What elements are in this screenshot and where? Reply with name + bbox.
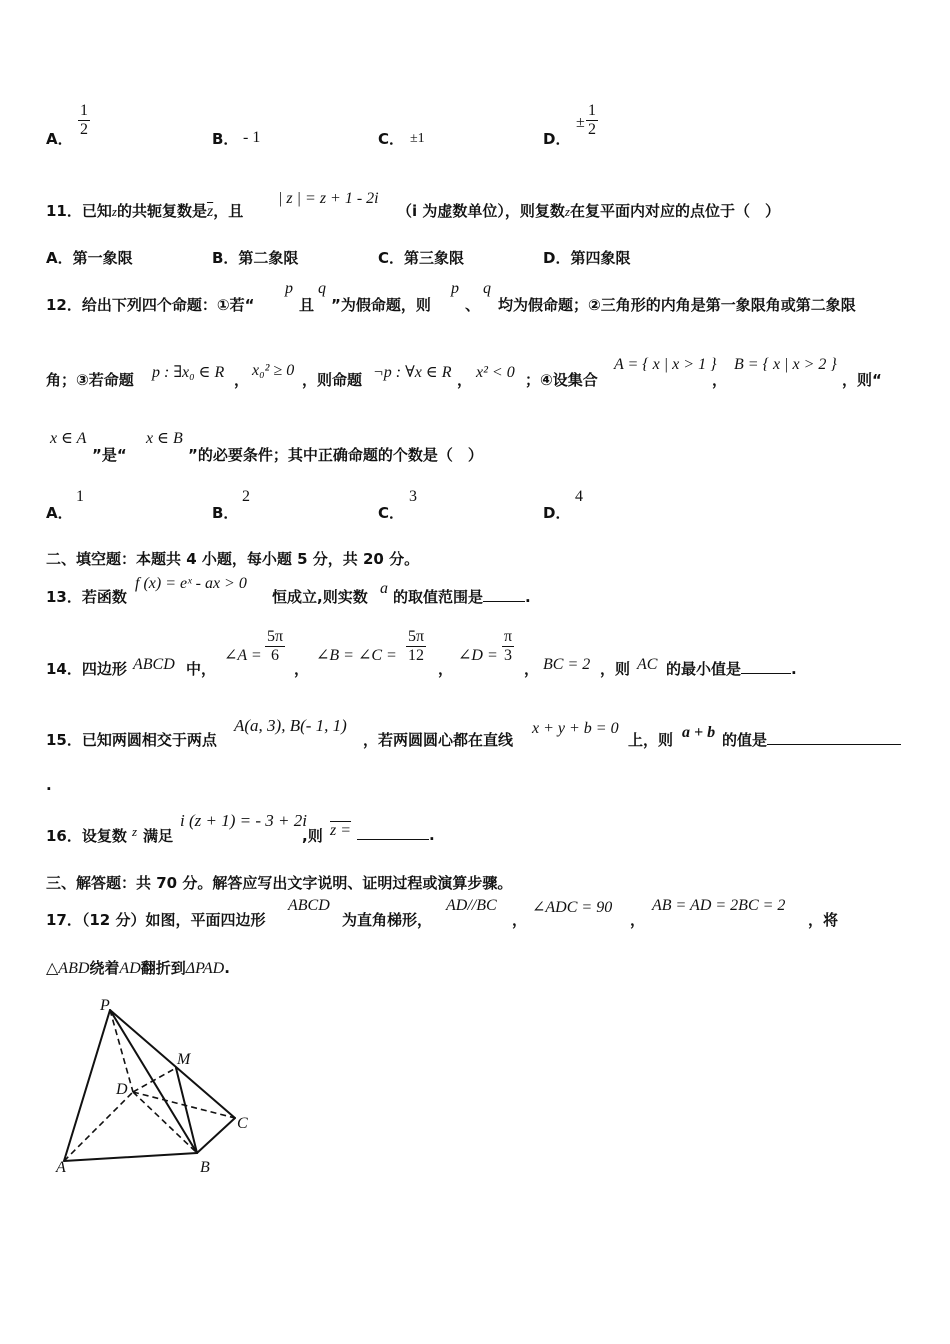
- q14-angA: ∠A =: [224, 647, 262, 664]
- q12-x-in-b: x ∈ B: [146, 430, 183, 447]
- q13-expr: f (x) = eˣ - ax > 0: [135, 575, 247, 592]
- label-d: D: [116, 1081, 128, 1098]
- q14-angBC: ∠B = ∠C =: [316, 647, 397, 664]
- q12-line1-b: ”为假命题，则: [331, 296, 431, 314]
- label-m: M: [177, 1051, 191, 1068]
- q14-sep1: ，: [294, 660, 310, 678]
- q13-c-text: 的取值范围是: [393, 588, 484, 606]
- q17-a: 17．（12 分）如图，平面四边形: [46, 911, 266, 929]
- denominator: 2: [80, 121, 88, 138]
- q13-end: .: [525, 588, 531, 606]
- q15-d-text: 的值是: [722, 731, 768, 749]
- q12-prop-p: p : ∃x₀ ∈ R: [152, 364, 225, 381]
- q12-p2: p: [451, 280, 459, 297]
- q10-option-d[interactable]: [543, 128, 570, 149]
- denominator: 2: [588, 121, 596, 138]
- q16-c: ,则: [302, 827, 323, 845]
- option-label: A．: [46, 130, 73, 148]
- label-b: B: [200, 1159, 210, 1176]
- q12-line1-a: 12．给出下列四个命题：①若“: [46, 296, 255, 314]
- option-label: C．: [378, 130, 405, 148]
- q15-ab: a + b: [682, 724, 716, 741]
- q16-answer-blank[interactable]: [357, 825, 429, 840]
- q12-line3-b: ”的必要条件；其中正确命题的个数是（ ）: [188, 446, 483, 464]
- q11-equation: | z | = z + 1 - 2i: [278, 190, 379, 207]
- q12-line2-b: ，则命题: [302, 371, 363, 389]
- q12-option-b[interactable]: B．: [212, 504, 239, 522]
- q13-b: 恒成立,则实数: [272, 588, 368, 606]
- q14-angD-frac: [502, 628, 514, 665]
- label-a: A: [56, 1159, 66, 1176]
- q14-c: ，则: [600, 660, 631, 678]
- q12-option-c-value: 3: [409, 488, 417, 505]
- q12-q2: q: [483, 280, 491, 297]
- label-p: P: [100, 997, 110, 1014]
- var-z: z: [564, 204, 570, 219]
- q15-b: ，若两圆圆心都在直线: [363, 731, 514, 749]
- q12-option-b-value: 2: [242, 488, 250, 505]
- q17-b: 为直角梯形，: [342, 911, 433, 929]
- q14-angBC-frac: [406, 628, 426, 665]
- q15-line: x + y + b = 0: [532, 720, 619, 737]
- q12-option-d[interactable]: D．: [543, 504, 571, 522]
- q14-bc: BC = 2: [543, 656, 591, 673]
- edge-bc: [197, 1118, 235, 1153]
- q16-a: 16．设复数: [46, 827, 127, 845]
- option-label: B．: [212, 130, 239, 148]
- q12-p: p: [285, 280, 293, 297]
- denominator: 3: [504, 647, 513, 664]
- q10-option-b[interactable]: [212, 128, 238, 149]
- q14-sep2: ，: [438, 660, 454, 678]
- q17-tri: △ABD: [46, 960, 90, 977]
- q16-b: 满足: [143, 827, 174, 845]
- q17-line2-b: 翻折到: [140, 959, 186, 977]
- q12-line1-c: 均为假命题；②三角形的内角是第一象限角或第二象限: [498, 296, 856, 314]
- q12-set-b: B = { x | x > 2 }: [734, 356, 837, 373]
- q16-eq: i (z + 1) = - 3 + 2i: [180, 811, 307, 830]
- q11-stem: [46, 200, 243, 221]
- q12-prop-x: x₀² ≥ 0: [252, 362, 295, 379]
- q17-par: AD//BC: [446, 897, 497, 914]
- var-z: z: [111, 204, 117, 219]
- edge-ab: [64, 1153, 197, 1161]
- q14-b: 中，: [186, 660, 217, 678]
- q17-line2: [46, 957, 230, 978]
- q10-option-a[interactable]: [46, 128, 73, 149]
- q12-line2-c: ；④设集合: [525, 371, 598, 389]
- q12-option-a-value: 1: [76, 488, 84, 505]
- q17-line2-a: 绕着: [89, 959, 120, 977]
- q14-ac: AC: [637, 656, 658, 673]
- q12-comma3: ，: [712, 371, 728, 389]
- q12-dun: 、: [465, 296, 481, 314]
- q12-neg-p: ¬p : ∀x ∈ R: [373, 364, 452, 381]
- q14-angD: ∠D =: [458, 647, 498, 664]
- q12-neg-x: x² < 0: [476, 364, 515, 381]
- q16-z: z: [132, 824, 138, 839]
- q17-quad: ABCD: [288, 897, 330, 914]
- q12-comma1: ，: [234, 371, 250, 389]
- q15-c: 上，则: [628, 731, 674, 749]
- q12-x-in-a: x ∈ A: [50, 430, 87, 447]
- q14-d-text: 的最小值是: [666, 660, 742, 678]
- q12-q: q: [318, 280, 326, 297]
- q11-text3: （i 为虚数单位），则复数: [397, 202, 565, 220]
- q11-text4: 在复平面内对应的点位于（ ）: [569, 202, 780, 220]
- numerator: 1: [80, 102, 88, 119]
- q17-sep2: ，: [630, 911, 646, 929]
- q17-ang: ∠ADC = 90: [532, 899, 613, 916]
- q11-option-b[interactable]: B．第二象限: [212, 249, 299, 267]
- q14-a: 14．四边形: [46, 660, 127, 678]
- q12-comma2: ，: [457, 371, 473, 389]
- q10-c-value: ±1: [410, 131, 425, 146]
- q17-pad: ΔPAD: [185, 960, 225, 977]
- var-zbar: $\overline{z}$: [206, 203, 214, 220]
- q10-a-fraction: [78, 102, 90, 139]
- q11-option-d[interactable]: D．第四象限: [543, 249, 631, 267]
- q17-line2-end: .: [224, 959, 230, 977]
- q12-line2-d: ，则“: [842, 371, 882, 389]
- q16-zbar: [330, 822, 351, 840]
- q15-end: .: [46, 776, 52, 794]
- q11-text2: ，且: [213, 202, 244, 220]
- q11-stem-2: [397, 200, 780, 221]
- q13-a: 13．若函数: [46, 588, 127, 606]
- q14-angA-frac: [265, 628, 285, 665]
- edge-mb: [176, 1068, 197, 1153]
- numerator: 1: [588, 102, 596, 119]
- edge-pd: [110, 1010, 133, 1092]
- q14-answer-blank[interactable]: [741, 659, 791, 674]
- q15-a: 15．已知两圆相交于两点: [46, 731, 217, 749]
- q12-line2-a: 角；③若命题: [46, 371, 134, 389]
- q17-ad: AD: [119, 960, 141, 977]
- q14-sep3: ，: [524, 660, 540, 678]
- q11-number: 11．已知: [46, 202, 112, 220]
- q10-b-value: - 1: [243, 129, 261, 146]
- q14-end: .: [791, 660, 797, 678]
- q10-d-fraction: [586, 102, 598, 139]
- q16-blank-wrap: [357, 825, 435, 844]
- q15-d: [722, 729, 901, 750]
- q10-option-c[interactable]: [378, 128, 404, 149]
- q17-c: ，将: [808, 911, 839, 929]
- edge-dm: [133, 1068, 176, 1092]
- option-label: D．: [543, 130, 571, 148]
- q13-c: [393, 586, 531, 607]
- q12-qie: 且: [299, 296, 315, 314]
- q17-eqs: AB = AD = 2BC = 2: [652, 897, 786, 914]
- numerator: π: [504, 628, 513, 645]
- q14-quad: ABCD: [133, 656, 175, 673]
- q16-zbar-text: z =: [330, 822, 352, 839]
- q15-answer-blank[interactable]: [767, 730, 901, 745]
- q12-option-c[interactable]: C．: [378, 504, 405, 522]
- q14-d: [666, 658, 797, 679]
- q13-answer-blank[interactable]: [483, 587, 525, 602]
- q11-text1: 的共轭复数是: [116, 202, 207, 220]
- denominator: 12: [408, 647, 425, 664]
- q13-var: a: [380, 580, 388, 597]
- q15-points: A(a, 3), B(- 1, 1): [234, 716, 347, 735]
- q17-sep1: ，: [512, 911, 528, 929]
- label-c: C: [237, 1115, 248, 1132]
- pyramid-figure: [40, 990, 270, 1180]
- q11-option-a[interactable]: A．第一象限: [46, 249, 133, 267]
- q12-option-a[interactable]: A．: [46, 504, 73, 522]
- q12-option-d-value: 4: [575, 488, 583, 505]
- q16-end: .: [429, 826, 435, 844]
- q12-set-a: A = { x | x > 1 }: [614, 356, 717, 373]
- numerator: 5π: [267, 628, 284, 645]
- q11-option-c[interactable]: C．第三象限: [378, 249, 465, 267]
- q12-line3-a: ”是“: [92, 446, 127, 464]
- section-3-heading: 三、解答题：共 70 分。解答应写出文字说明、证明过程或演算步骤。: [46, 874, 513, 892]
- section-2-heading: 二、填空题：本题共 4 小题，每小题 5 分，共 20 分。: [46, 550, 420, 568]
- q10-d-pm: ±: [576, 114, 585, 131]
- numerator: 5π: [408, 628, 425, 645]
- denominator: 6: [271, 647, 280, 664]
